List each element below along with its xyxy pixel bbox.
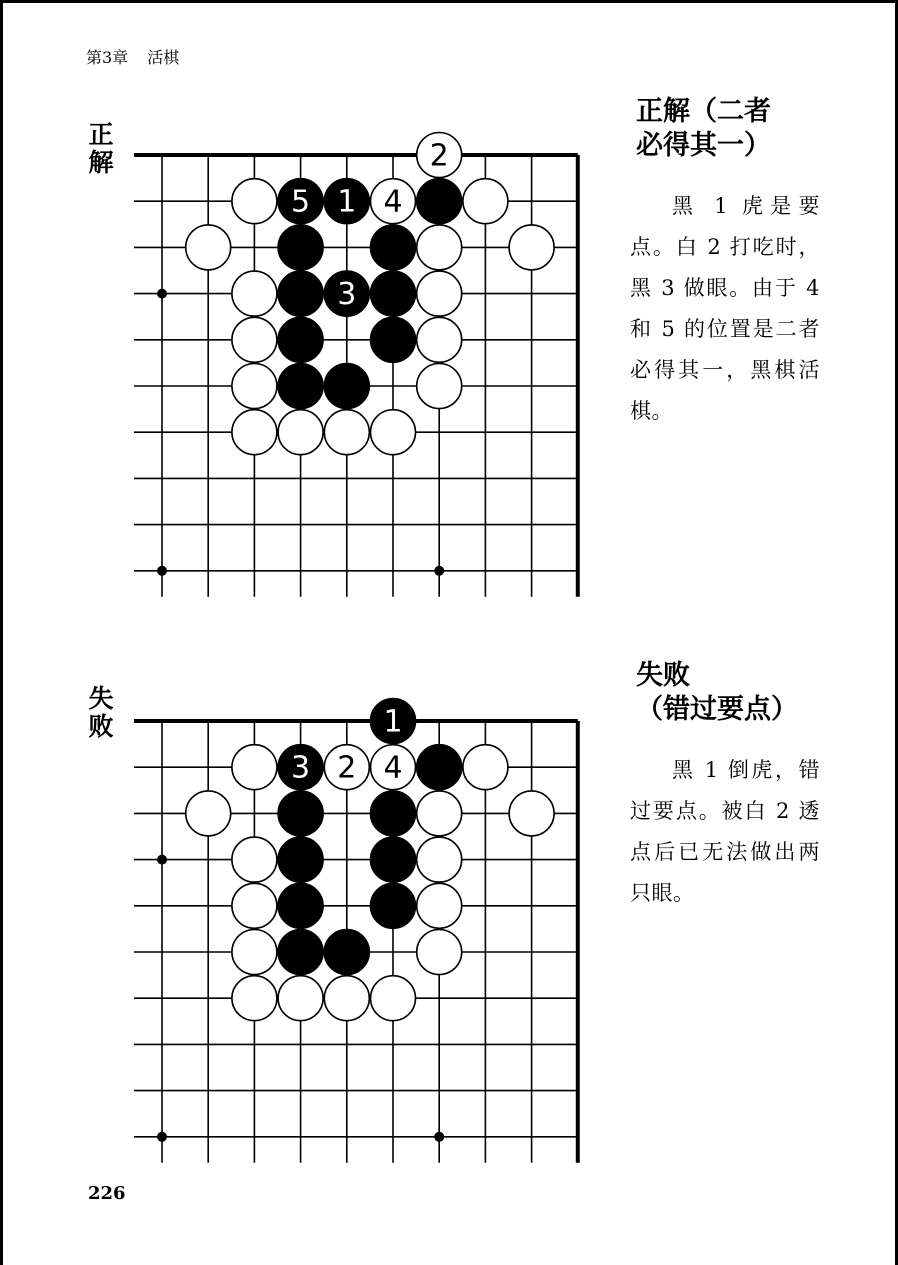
white-stone (324, 976, 369, 1021)
move-number: 2 (337, 750, 357, 786)
black-stone (371, 317, 416, 362)
star-point (157, 1132, 167, 1142)
black-stone (371, 225, 416, 270)
white-stone (417, 225, 462, 270)
go-board-correct (123, 123, 603, 598)
diagram-2-title: 失败 （错过要点） (636, 660, 798, 725)
white-stone (186, 225, 231, 270)
white-stone (371, 179, 416, 224)
white-stone (278, 410, 323, 455)
white-stone (232, 271, 277, 316)
black-stone (371, 699, 416, 744)
black-stone (371, 883, 416, 928)
move-number: 3 (337, 277, 357, 313)
white-stone (509, 791, 554, 836)
white-stone (417, 317, 462, 362)
black-stone (278, 364, 323, 409)
white-stone (232, 745, 277, 790)
white-stone (509, 225, 554, 270)
black-stone (324, 930, 369, 975)
side-label-char: 失 (88, 684, 114, 713)
black-stone (278, 791, 323, 836)
move-number: 4 (383, 750, 403, 786)
white-stone (417, 271, 462, 316)
black-stone (417, 745, 462, 790)
black-stone (417, 179, 462, 224)
move-number: 5 (291, 184, 311, 220)
diagram-1-description: 黑 1 虎是要点。白 2 打吃时，黑 3 做眼。由于 4 和 5 的位置是二者必得其一，黑棋活棋。 (630, 194, 820, 423)
white-stone (417, 883, 462, 928)
white-stone (417, 133, 462, 178)
black-stone (278, 745, 323, 790)
black-stone (278, 225, 323, 270)
go-board-failure (123, 689, 603, 1164)
diagram-1-side-label (86, 121, 116, 177)
black-stone (278, 179, 323, 224)
white-stone (371, 745, 416, 790)
star-point (434, 1132, 444, 1142)
diagram-2-description: 黑 1 倒虎，错过要点。被白 2 透点后已无法做出两只眼。 (630, 758, 820, 905)
white-stone (463, 745, 508, 790)
white-stone (324, 745, 369, 790)
black-stone (324, 179, 369, 224)
diagram-2-side-label (86, 685, 116, 741)
white-stone (232, 179, 277, 224)
chapter-number: 第3章 (86, 48, 129, 67)
star-point (157, 855, 167, 865)
side-label-char: 解 (88, 148, 114, 177)
white-stone (371, 976, 416, 1021)
move-number: 2 (429, 138, 449, 174)
white-stone (371, 410, 416, 455)
white-stone (232, 837, 277, 882)
black-stone (324, 364, 369, 409)
black-stone (278, 930, 323, 975)
running-header (86, 45, 193, 68)
move-number: 3 (291, 750, 311, 786)
move-number: 4 (383, 184, 403, 220)
star-point (434, 566, 444, 576)
black-stone (371, 271, 416, 316)
white-stone (232, 410, 277, 455)
star-point (157, 289, 167, 299)
white-stone (278, 976, 323, 1021)
move-number: 1 (337, 184, 357, 220)
white-stone (232, 883, 277, 928)
black-stone (278, 837, 323, 882)
side-label-char: 正 (88, 120, 114, 149)
black-stone (278, 271, 323, 316)
move-number: 1 (383, 704, 403, 740)
diagram-1-title: 正解（二者 必得其一） (636, 96, 771, 161)
white-stone (417, 364, 462, 409)
white-stone (463, 179, 508, 224)
white-stone (324, 410, 369, 455)
white-stone (417, 837, 462, 882)
white-stone (417, 930, 462, 975)
black-stone (324, 271, 369, 316)
white-stone (186, 791, 231, 836)
white-stone (232, 317, 277, 362)
black-stone (371, 837, 416, 882)
star-point (157, 566, 167, 576)
page-number: 226 (88, 1183, 126, 1204)
chapter-title: 活棋 (147, 48, 180, 67)
black-stone (278, 883, 323, 928)
side-label-char: 败 (88, 712, 114, 741)
white-stone (417, 791, 462, 836)
white-stone (232, 930, 277, 975)
black-stone (278, 317, 323, 362)
white-stone (232, 976, 277, 1021)
black-stone (371, 791, 416, 836)
white-stone (232, 364, 277, 409)
